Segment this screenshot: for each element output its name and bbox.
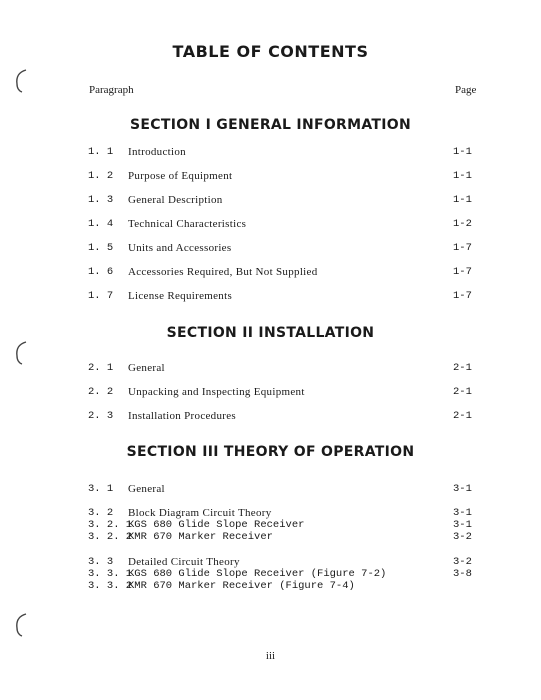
entry-number: 3. 3. 2: [88, 580, 133, 592]
toc-entry: [0, 241, 541, 255]
entry-number: 3. 2. 1: [88, 519, 133, 531]
toc-entry: [0, 217, 541, 231]
entry-title: Detailed Circuit Theory: [128, 556, 240, 568]
entry-page: 1-7: [453, 242, 472, 254]
entry-page: 2-1: [453, 386, 472, 398]
entry-title: Block Diagram Circuit Theory: [128, 507, 272, 519]
entry-number: 2. 2: [88, 386, 114, 398]
entry-page: 2-1: [453, 362, 472, 374]
entry-title: KMR 670 Marker Receiver (Figure 7-4): [128, 580, 355, 592]
entry-number: 1. 3: [88, 194, 114, 206]
toc-entry: [0, 193, 541, 207]
entry-title: Purpose of Equipment: [128, 170, 233, 182]
toc-entry: [0, 289, 541, 303]
entry-title: General: [128, 483, 165, 495]
section-heading: SECTION II INSTALLATION: [166, 325, 375, 341]
toc-entry: [0, 579, 541, 593]
entry-page: 3-8: [453, 568, 472, 580]
entry-title: Accessories Required, But Not Supplied: [128, 266, 318, 278]
entry-number: 3. 1: [88, 483, 114, 495]
entry-number: 1. 1: [88, 146, 114, 158]
entry-page: 1-7: [453, 290, 472, 302]
entry-page: 3-2: [453, 556, 472, 568]
entry-number: 2. 3: [88, 410, 114, 422]
entry-number: 3. 2. 2: [88, 531, 133, 543]
entry-number: 1. 6: [88, 266, 114, 278]
entry-title: General Description: [128, 194, 223, 206]
entry-number: 3. 2: [88, 507, 114, 519]
entry-page: 3-1: [453, 483, 472, 495]
toc-entry: [0, 145, 541, 159]
toc-entry: [0, 530, 541, 544]
toc-entry: [0, 482, 541, 496]
page-title: TABLE OF CONTENTS: [172, 42, 369, 61]
entry-number: 3. 3: [88, 556, 114, 568]
page-number: iii: [265, 650, 276, 662]
entry-title: KMR 670 Marker Receiver: [128, 531, 273, 543]
entry-number: 1. 2: [88, 170, 114, 182]
entry-number: 3. 3. 1: [88, 568, 133, 580]
entry-number: 1. 7: [88, 290, 114, 302]
entry-page: 3-2: [453, 531, 472, 543]
paragraph-column-header: Paragraph: [89, 84, 134, 96]
toc-entry: [0, 409, 541, 423]
toc-entry: [0, 169, 541, 183]
entry-page: 1-1: [453, 194, 472, 206]
entry-title: Unpacking and Inspecting Equipment: [128, 386, 305, 398]
toc-entry: [0, 385, 541, 399]
toc-entry: [0, 361, 541, 375]
page-column-header: Page: [455, 84, 477, 96]
entry-title: Installation Procedures: [128, 410, 237, 422]
entry-number: 2. 1: [88, 362, 114, 374]
binder-hole-mark: [14, 612, 28, 638]
entry-title: Technical Characteristics: [128, 218, 247, 230]
entry-page: 2-1: [453, 410, 472, 422]
entry-number: 1. 5: [88, 242, 114, 254]
entry-title: Introduction: [128, 146, 186, 158]
entry-title: License Requirements: [128, 290, 233, 302]
entry-page: 1-7: [453, 266, 472, 278]
entry-page: 1-1: [453, 146, 472, 158]
entry-page: 1-2: [453, 218, 472, 230]
entry-title: General: [128, 362, 165, 374]
section-heading: SECTION III THEORY OF OPERATION: [126, 444, 415, 460]
entry-page: 3-1: [453, 519, 472, 531]
entry-title: Units and Accessories: [128, 242, 232, 254]
entry-title: KGS 680 Glide Slope Receiver: [128, 519, 305, 531]
section-heading: SECTION I GENERAL INFORMATION: [130, 117, 411, 133]
entry-number: 1. 4: [88, 218, 114, 230]
entry-page: 3-1: [453, 507, 472, 519]
entry-title: KGS 680 Glide Slope Receiver (Figure 7-2): [128, 568, 387, 580]
binder-hole-mark: [14, 68, 28, 94]
entry-page: 1-1: [453, 170, 472, 182]
toc-entry: [0, 265, 541, 279]
